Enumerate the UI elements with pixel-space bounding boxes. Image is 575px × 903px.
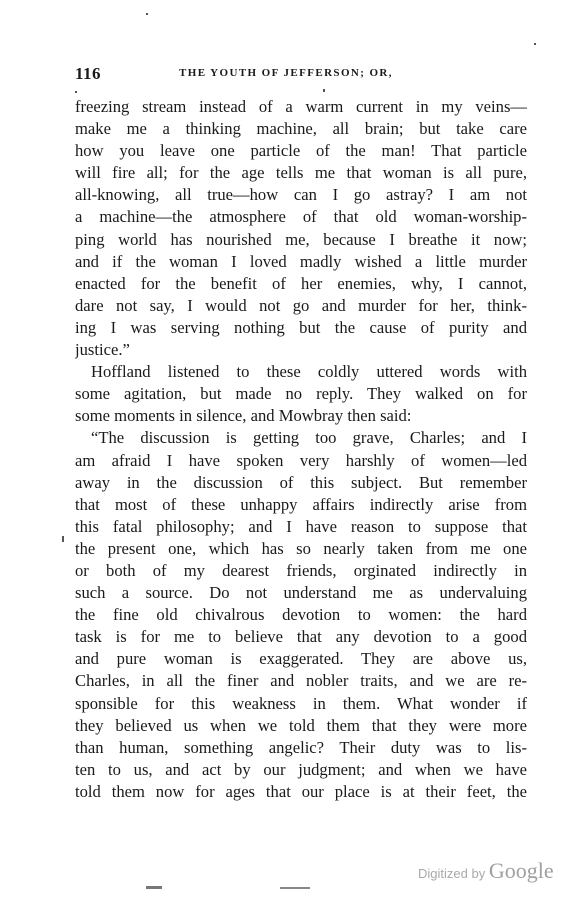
text-line: that most of these unhappy affairs indirectly arise from	[75, 494, 527, 514]
text-line: Hoffland listened to these coldly uttered words with	[91, 362, 527, 382]
text-line: freezing stream instead of a warm current in my veins—	[75, 97, 527, 116]
text-line: am afraid I have spoken very harshly of women—led	[75, 450, 527, 470]
watermark-brand: Google	[488, 858, 554, 883]
text-line: some agitation, but made no reply. They walked on for	[75, 384, 527, 404]
text-line: such a source. Do not understand me as undervaluing	[75, 583, 527, 603]
text-line: told them now for ages that our place is at their feet, the	[75, 781, 527, 801]
text-line: than human, something angelic? Their duty was to lis-	[75, 737, 527, 757]
scan-speck	[534, 43, 536, 45]
running-head: THE YOUTH OF JEFFERSON; OR,	[179, 67, 393, 79]
scan-speck	[146, 13, 148, 15]
text-line: task is for me to believe that any devotion to a good	[75, 627, 527, 647]
text-line: this fatal philosophy; and I have reason to suppose that	[75, 516, 527, 536]
watermark-prefix: Digitized by	[418, 866, 486, 881]
text-line: some moments in silence, and Mowbray then said:	[75, 406, 412, 426]
scan-speck	[280, 887, 310, 889]
text-line: dare not say, I would not go and murder for her, think-	[75, 295, 527, 315]
text-line: all-knowing, all true—how can I go astray? I am not	[75, 185, 527, 205]
text-line: sponsible for this weakness in them. What wonder if	[75, 693, 527, 713]
text-line: or both of my dearest friends, orginated indirectly in	[75, 560, 527, 580]
text-line: “The discussion is getting too grave, Charles; and I	[91, 428, 527, 448]
text-line: away in the discussion of this subject. But remember	[75, 472, 527, 492]
page-number: 116	[75, 64, 102, 83]
text-line: a machine—the atmosphere of that old woman-worship-	[75, 207, 527, 227]
text-line: ing I was serving nothing but the cause of purity and	[75, 317, 527, 337]
text-line: they believed us when we told them that they were more	[75, 715, 527, 735]
text-line: enacted for the benefit of her enemies, why, I cannot,	[75, 273, 527, 293]
page-header	[75, 64, 530, 84]
text-line: will fire all; for the age tells me that woman is all pure,	[75, 163, 527, 183]
scan-speck	[146, 886, 162, 889]
scan-speck	[323, 89, 325, 92]
text-line: justice.”	[75, 340, 130, 360]
text-line: make me a thinking machine, all brain; but take care	[75, 119, 527, 139]
text-line: ping world has nourished me, because I breathe it now;	[75, 229, 527, 249]
text-line: the present one, which has so nearly taken from me one	[75, 538, 527, 558]
text-line: and pure woman is exaggerated. They are above us,	[75, 649, 527, 669]
text-line: Charles, in all the finer and nobler traits, and we are re-	[75, 671, 527, 691]
scan-speck	[75, 91, 77, 93]
scan-speck	[62, 536, 64, 542]
text-line: ten to us, and act by our judgment; and when we have	[75, 759, 527, 779]
text-line: how you leave one particle of the man! That particle	[75, 141, 527, 161]
digitized-watermark	[418, 858, 554, 884]
text-line: and if the woman I loved madly wished a little murder	[75, 251, 527, 271]
text-line: the fine old chivalrous devotion to women: the hard	[75, 605, 527, 625]
body-text	[75, 96, 527, 803]
